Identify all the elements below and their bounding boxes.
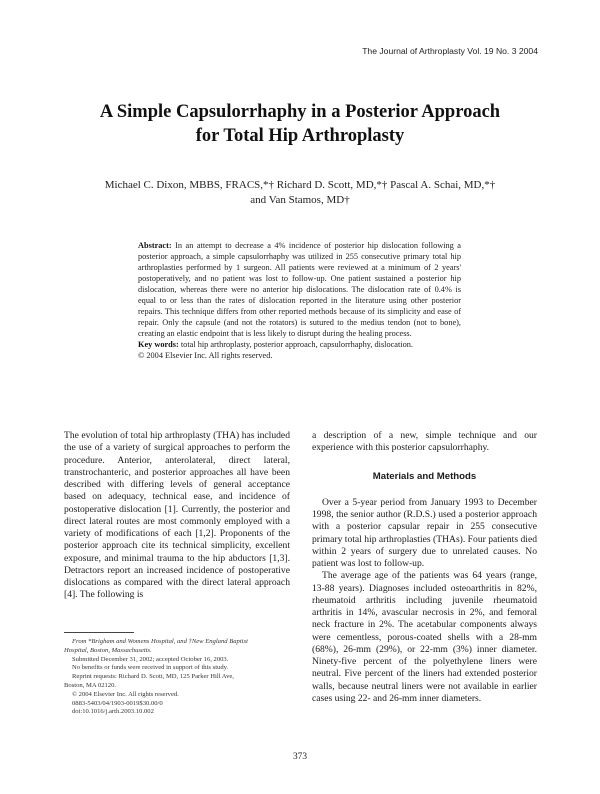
keywords-text: total hip arthroplasty, posterior approach, capsulorrhaphy, dislocation. bbox=[180, 340, 413, 349]
footnote-affiliation-1: From *Brigham and Womens Hospital, and †New England Baptist bbox=[72, 638, 248, 645]
footnote-copyright: © 2004 Elsevier Inc. All rights reserved. bbox=[72, 690, 179, 698]
journal-header: The Journal of Arthroplasty Vol. 19 No. 3 2004 bbox=[362, 46, 538, 56]
abstract-label: Abstract: bbox=[138, 241, 172, 250]
footnotes bbox=[64, 638, 290, 717]
title-line-2: for Total Hip Arthroplasty bbox=[195, 126, 405, 146]
footnote-doi: doi:10.1016/j.arth.2003.10.002 bbox=[72, 708, 154, 716]
footnote-issn: 0883-5403/04/1903-0019$30.00/0 bbox=[72, 699, 163, 707]
keywords-label: Key words: bbox=[138, 340, 179, 349]
authors-line-1: Michael C. Dixon, MBBS, FRACS,*† Richard D. Scott, MD,*† Pascal A. Schai, MD,*† bbox=[104, 179, 496, 191]
abstract-copyright: © 2004 Elsevier Inc. All rights reserved. bbox=[138, 351, 273, 360]
abstract-block bbox=[138, 240, 461, 361]
footnote-reprint-2: Boston, MA 02120. bbox=[64, 681, 117, 689]
methods-paragraph-2: The average age of the patients was 64 years (range, 13-88 years). Diagnoses included osteoarthritis in 82%, rheumatoid arthritis including juvenile rheumatoid arthritis in 14%, avascular necrosis in 2%, and femoral neck fracture in 2%. The acetabular components always were cementless, porous-coated shells with a 28-mm (68%), 26-mm (29%), or 22-mm (3%) inner diameter. Ninety-five percent of the polyethylene liners were neutral. Five percent of the liners had extended posterior walls, because neutral liners were not available in earlier cases using 22- and 26-mm inner diameters. bbox=[312, 570, 537, 704]
footnote-benefits: No benefits or funds were received in support of this study. bbox=[72, 664, 229, 672]
footnote-divider bbox=[64, 632, 134, 633]
body-column-left bbox=[64, 430, 290, 602]
footnote-affiliation-2: Hospital, Boston, Massachusetts. bbox=[64, 646, 152, 654]
article-title bbox=[40, 100, 560, 148]
intro-paragraph-continued: a description of a new, simple technique and our experience with this posterior capsulorrhaphy. bbox=[312, 430, 537, 454]
page-number: 373 bbox=[292, 752, 308, 762]
footnote-reprint-1: Reprint requests: Richard D. Scott, MD, 125 Parker Hill Ave, bbox=[72, 673, 234, 681]
authors-line-2: and Van Stamos, MD† bbox=[250, 194, 350, 206]
section-heading-materials-methods: Materials and Methods bbox=[372, 470, 477, 482]
methods-paragraph-1: Over a 5-year period from January 1993 to December 1998, the senior author (R.D.S.) used a posterior approach with a posterior capsular repair in 255 consecutive primary total hip arthroplasties (THAs). Four patients died within 2 years of surgery due to unrelated causes. No patient was lost to follow-up. bbox=[312, 496, 537, 569]
footnote-submitted: Submitted December 31, 2002; accepted October 16, 2003. bbox=[72, 655, 229, 663]
intro-paragraph: The evolution of total hip arthroplasty (THA) has included the use of a variety of surgical approaches to perform the procedure. Anterior, anterolateral, direct lateral, transtrochanteric, and posterior approaches all have been described with differing levels of general acceptance based on adequacy, technical ease, and incidence of postoperative dislocation [1]. Currently, the posterior and direct lateral routes are most commonly employed with a variety of modifications of each [1,2]. Proponents of the posterior approach cite its technical simplicity, excellent exposure, and minimal trauma to the hip abductors [1,3]. Detractors report an increased incidence of postoperative dislocations as compared with the direct lateral approach [4]. The following is bbox=[64, 430, 290, 601]
author-list bbox=[40, 178, 560, 208]
abstract-text: In an attempt to decrease a 4% incidence of posterior hip dislocation following a posterior approach, a simple capsulorrhaphy was utilized in 255 consecutive primary total hip arthroplasties performed by 1 surgeon. All patients were reviewed at a minimum of 2 years' postoperatively, and no patient was lost to follow-up. One patient sustained a posterior hip dislocation, whereas there were no anterior hip dislocations. The dislocation rate of 0.4% is equal to or less than the rates of dislocation reported in the literature using other posterior repairs. This technique differs from other reported methods because of its simplicity and ease of repair. Only the capsule (and not the rotators) is sutured to the medius tendon (not to bone), creating an elastic endpoint that is less likely to disrupt during the healing process. bbox=[138, 241, 461, 338]
title-line-1: A Simple Capsulorrhaphy in a Posterior Approach bbox=[99, 102, 501, 122]
body-column-right bbox=[312, 430, 537, 705]
